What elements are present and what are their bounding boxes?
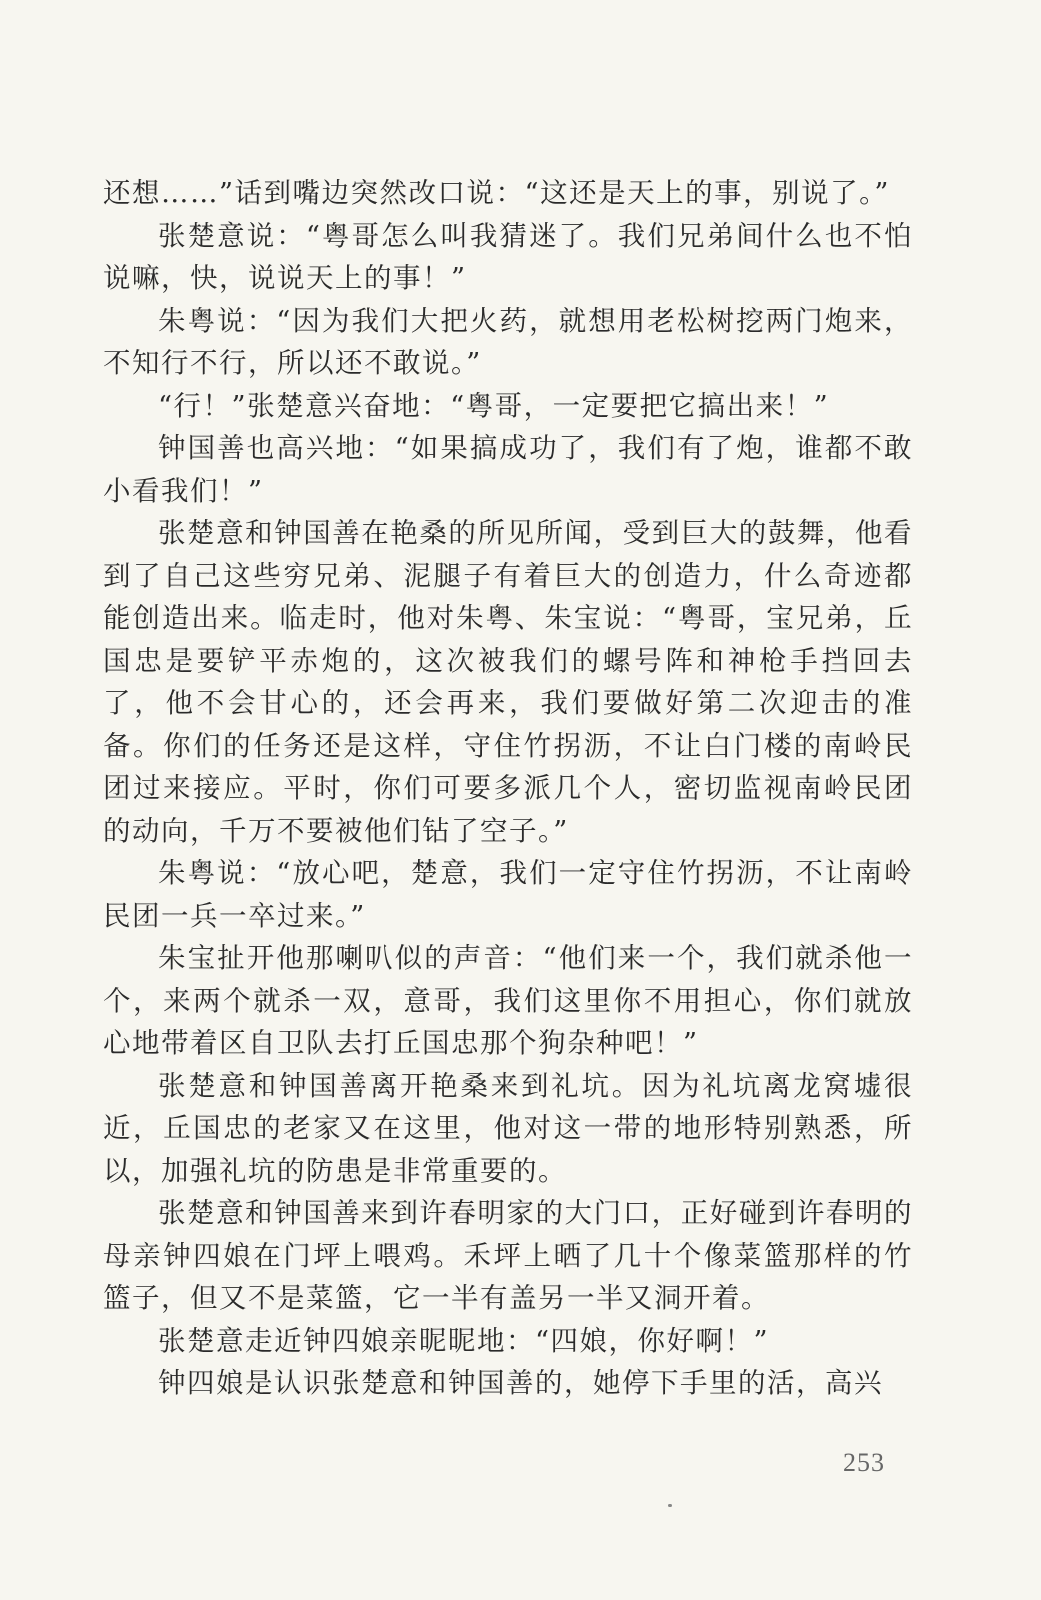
paragraph-7: 朱粤说：“放心吧，楚意，我们一定守住竹拐沥，不让南岭民团一兵一卒过来。” — [103, 857, 913, 932]
body-text — [103, 172, 913, 1405]
paragraph-4: “行！”张楚意兴奋地：“粤哥，一定要把它搞出来！” — [158, 389, 830, 422]
paragraph-2: 张楚意说：“粤哥怎么叫我猜迷了。我们兄弟间什么也不怕说嘛，快，说说天上的事！” — [103, 219, 913, 294]
paragraph-8: 朱宝扯开他那喇叭似的声音：“他们来一个，我们就杀他一个，来两个就杀一双，意哥，我们这里你不用担心，你们就放心地带着区自卫队去打丘国忠那个狗杂种吧！” — [103, 942, 913, 1059]
paragraph-9: 张楚意和钟国善离开艳桑来到礼坑。因为礼坑离龙窝墟很近，丘国忠的老家又在这里，他对这一带的地形特别熟悉，所以，加强礼坑的防患是非常重要的。 — [103, 1069, 913, 1187]
paragraph-10: 张楚意和钟国善来到许春明家的大门口，正好碰到许春明的母亲钟四娘在门坪上喂鸡。禾坪上晒了几十个像菜篮那样的竹篮子，但又不是菜篮，它一半有盖另一半又洞开着。 — [103, 1197, 913, 1314]
scan-speck — [668, 1504, 672, 1507]
paragraph-11: 张楚意走近钟四娘亲昵昵地：“四娘，你好啊！” — [158, 1324, 770, 1357]
paragraph-1: 还想……”话到嘴边突然改口说：“这还是天上的事，别说了。” — [103, 177, 890, 209]
page-number: 253 — [843, 1448, 885, 1477]
paragraph-3: 朱粤说：“因为我们大把火药，就想用老松树挖两门炮来，不知行不行，所以还不敢说。” — [103, 304, 913, 379]
paragraph-5: 钟国善也高兴地：“如果搞成功了，我们有了炮，谁都不敢小看我们！” — [103, 432, 913, 507]
paragraph-12: 钟四娘是认识张楚意和钟国善的，她停下手里的活，高兴 — [158, 1367, 883, 1399]
paragraph-6: 张楚意和钟国善在艳桑的所见所闻，受到巨大的鼓舞，他看到了自己这些穷兄弟、泥腿子有着巨大的创造力，什么奇迹都能创造出来。临走时，他对朱粤、朱宝说：“粤哥，宝兄弟，丘国忠是要铲平赤炮的，这次被我们的螺号阵和神枪手挡回去了，他不会甘心的，还会再来，我们要做好第二次迎击的准备。你们的任务还是这样，守住竹拐沥，不让白门楼的南岭民团过来接应。平时，你们可要多派几个人，密切监视南岭民团的动向，千万不要被他们钻了空子。” — [103, 517, 913, 847]
